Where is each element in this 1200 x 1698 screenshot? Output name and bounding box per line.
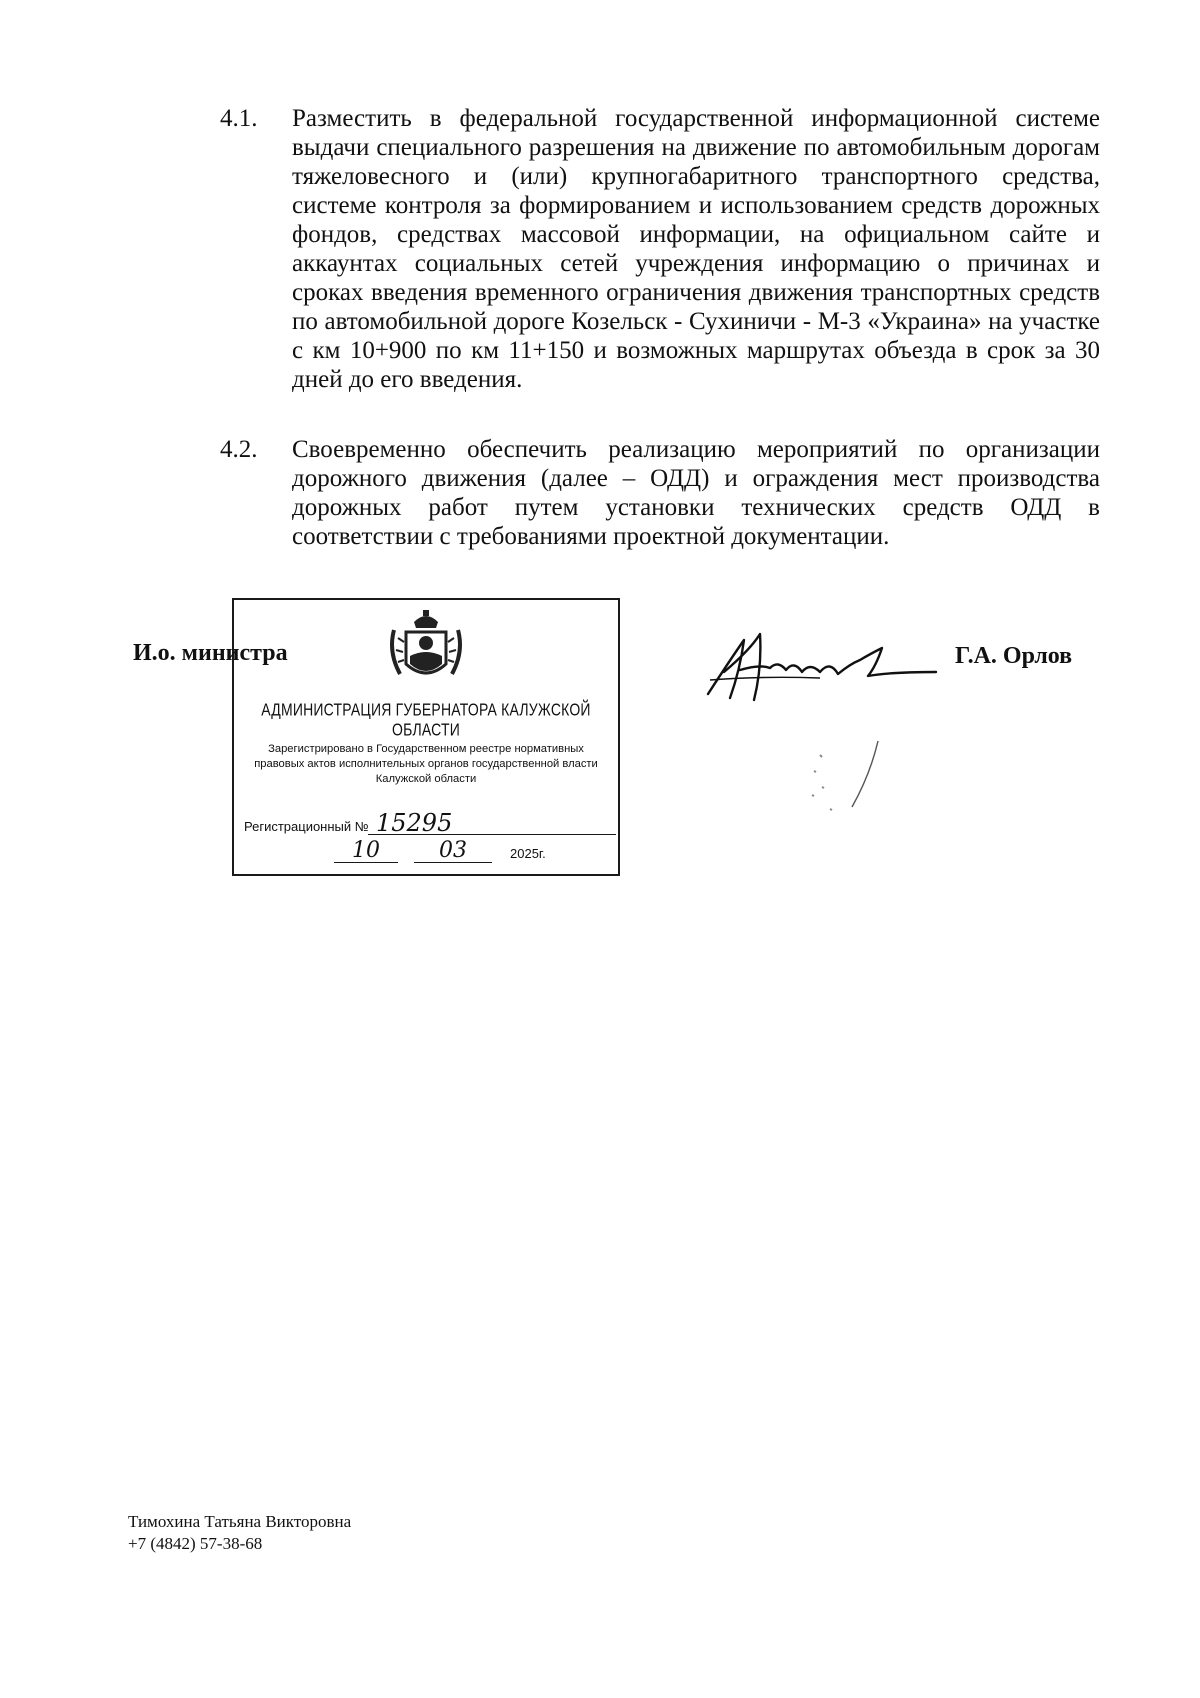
stamp-registered-line: Зарегистрировано в Государственном реестре нормативных xyxy=(268,743,584,755)
item-text: Своевременно обеспечить реализацию мероприятий по организации дорожного движения (далее – ОДД) и ограждения мест производства дорожных работ путем установки технических средств ОДД в соответствии с требованиями проектной документации. xyxy=(292,436,1100,550)
registration-date-row xyxy=(334,838,604,863)
handwritten-signature xyxy=(700,620,940,730)
signatory-title: И.о. министра xyxy=(133,640,288,666)
executor-info xyxy=(128,1511,351,1555)
item-number: 4.1. xyxy=(220,105,258,132)
registration-number-label: Регистрационный № xyxy=(244,819,369,834)
stamp-organization: АДМИНИСТРАЦИЯ ГУБЕРНАТОРА КАЛУЖСКОЙ ОБЛАСТИ xyxy=(261,699,591,739)
faint-stamp-mark xyxy=(800,735,890,825)
executor-phone: +7 (4842) 57-38-68 xyxy=(128,1534,263,1553)
registration-date-month: 03 xyxy=(414,840,492,863)
stamp-registered-line: Калужской области xyxy=(375,773,477,785)
executor-name: Тимохина Татьяна Викторовна xyxy=(128,1512,352,1531)
item-number: 4.2. xyxy=(220,436,258,463)
registration-date-year: 2025г. xyxy=(510,846,546,861)
registration-number-row xyxy=(244,809,609,837)
coat-of-arms-icon xyxy=(384,608,468,692)
registration-date-day: 10 xyxy=(334,840,398,863)
signatory-name: Г.А. Орлов xyxy=(955,643,1073,669)
item-4-2 xyxy=(220,435,1100,551)
item-text: Разместить в федеральной государственной информационной системе выдачи специального разрешения на движение по автомобильным дорогам тяжеловесного и (или) крупногабаритного транспортного средства, системе контроля за формированием и использованием средств дорожных фондов, средствах массовой информации, на официальном сайте и аккаунтах социальных сетей учреждения информацию о причинах и сроках введения временного ограничения движения транспортных средств по автомобильной дороге Козельск - Сухиничи - М-3 «Украина» на участке с км 10+900 по км 11+150 и возможных маршрутах объезда в срок за 30 дней до его введения. xyxy=(292,105,1100,393)
registration-number: 15295 xyxy=(368,812,616,835)
registration-stamp xyxy=(232,598,620,876)
stamp-registered-line: правовых актов исполнительных органов государственной власти xyxy=(254,758,598,770)
stamp-registered-text xyxy=(240,742,612,787)
item-4-1 xyxy=(220,104,1100,394)
